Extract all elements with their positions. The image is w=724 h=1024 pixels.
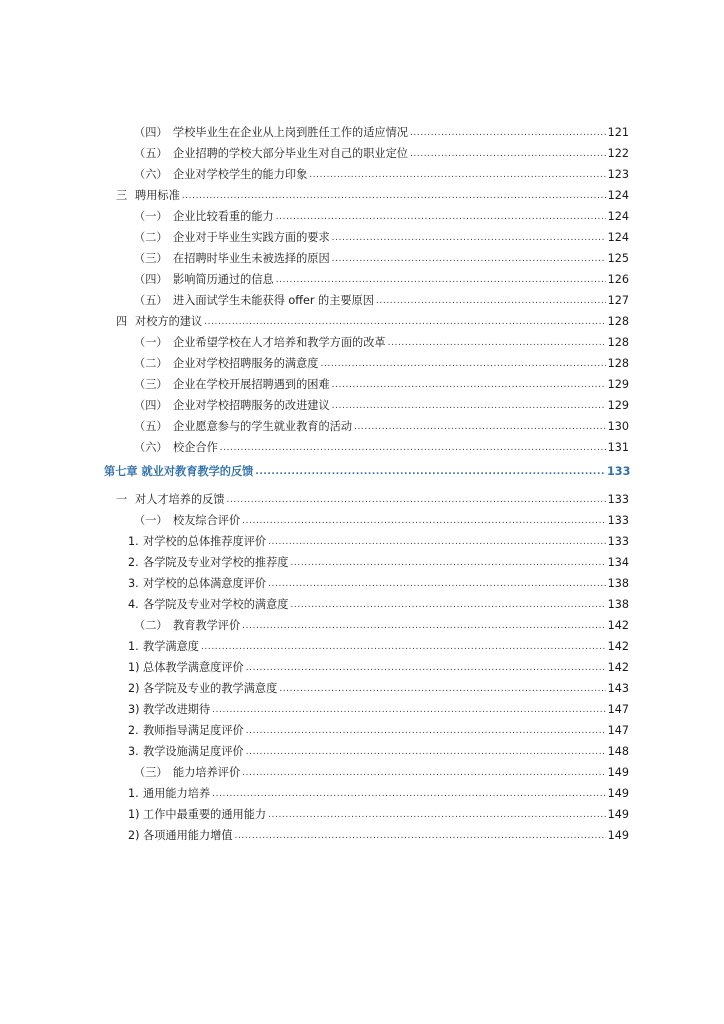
- toc-page-number: 149: [607, 766, 629, 779]
- toc-entry-marker: 1.: [128, 787, 139, 800]
- toc-entry-title: [134, 619, 242, 633]
- toc-dot-leader: [354, 420, 606, 434]
- toc-dot-leader: [388, 336, 606, 350]
- toc-entry-text: 企业比较看重的能力: [173, 210, 274, 223]
- toc-dot-leader: [376, 294, 606, 308]
- toc-dot-leader: [204, 315, 606, 329]
- toc-entry[interactable]: [0, 122, 724, 140]
- toc-dot-leader: [332, 231, 606, 245]
- toc-entry-title: [134, 168, 309, 182]
- toc-entry-title: [128, 682, 279, 696]
- toc-entry-text: 企业希望学校在人才培养和教学方面的改革: [173, 336, 386, 349]
- toc-entry-text: 企业招聘的学校大部分毕业生对自己的职业定位: [173, 147, 408, 160]
- toc-dot-leader: [235, 829, 606, 843]
- toc-entry-text: 企业对学校招聘服务的改进建议: [173, 399, 330, 412]
- toc-entry[interactable]: [0, 804, 724, 822]
- toc-entry[interactable]: [0, 678, 724, 696]
- toc-entry-title: [134, 357, 320, 371]
- toc-dot-leader: [246, 661, 606, 675]
- toc-page-number: 129: [607, 399, 629, 412]
- toc-page-number: 130: [607, 420, 629, 433]
- toc-page-number: 147: [607, 724, 629, 737]
- toc-entry-text: 聘用标准: [135, 189, 180, 202]
- toc-page-number: 138: [607, 577, 629, 590]
- toc-entry[interactable]: [0, 353, 724, 371]
- toc-dot-leader: [246, 724, 606, 738]
- toc-entry-text: 校友综合评价: [173, 514, 241, 527]
- toc-entry-title: [134, 210, 276, 224]
- toc-page-number: 121: [607, 126, 629, 139]
- toc-page-number: 138: [607, 598, 629, 611]
- toc-dot-leader: [212, 787, 606, 801]
- toc-entry-marker: （二）: [134, 231, 168, 244]
- toc-entry-marker: 2.: [128, 724, 139, 737]
- toc-entry[interactable]: [0, 741, 724, 759]
- toc-entry[interactable]: [0, 783, 724, 801]
- toc-entry-title: [134, 252, 332, 266]
- toc-page-number: 122: [607, 147, 629, 160]
- toc-entry-title: [128, 661, 246, 675]
- toc-dot-leader: [268, 535, 606, 549]
- toc-entry[interactable]: [0, 699, 724, 717]
- toc-entry[interactable]: [0, 395, 724, 413]
- toc-entry-title: [134, 766, 242, 780]
- toc-entry-text: 校企合作: [173, 441, 218, 454]
- toc-page-number: 142: [607, 619, 629, 632]
- toc-page-number: 124: [607, 189, 629, 202]
- toc-entry-text: 企业愿意参与的学生就业教育的活动: [173, 420, 353, 433]
- toc-entry[interactable]: [0, 437, 724, 455]
- toc-entry-marker: 四: [116, 315, 128, 328]
- toc-entry-text: 教师指导满足度评价: [143, 724, 244, 737]
- toc-entry-text: 对校方的建议: [135, 315, 203, 328]
- toc-entry[interactable]: [0, 531, 724, 549]
- toc-dot-leader: [290, 556, 606, 570]
- toc-entry-title: [134, 399, 332, 413]
- toc-entry-text: 能力培养评价: [173, 766, 241, 779]
- toc-entry-marker: （四）: [134, 399, 168, 412]
- toc-page-number: 133: [607, 465, 631, 478]
- toc-page-number: 126: [607, 273, 629, 286]
- toc-entry-title: [116, 493, 227, 507]
- toc-dot-leader: [279, 682, 606, 696]
- toc-dot-leader: [332, 252, 606, 266]
- toc-entry-text: 企业对于毕业生实践方面的要求: [173, 231, 330, 244]
- toc-dot-leader: [227, 493, 606, 507]
- toc-entry-text: 影响简历通过的信息: [173, 273, 274, 286]
- toc-page-number: 125: [607, 252, 629, 265]
- toc-page-number: 128: [607, 315, 629, 328]
- toc-entry-title: [128, 640, 201, 654]
- toc-entry-marker: 1.: [128, 640, 139, 653]
- toc-dot-leader: [410, 126, 606, 140]
- toc-entry-marker: （四）: [134, 273, 168, 286]
- toc-entry-marker: （二）: [134, 619, 168, 632]
- toc-entry-title: [128, 829, 235, 843]
- toc-entry[interactable]: [0, 594, 724, 612]
- toc-dot-leader: [212, 703, 606, 717]
- toc-page-number: 131: [607, 441, 629, 454]
- toc-entry-text: 企业在学校开展招聘遇到的困难: [173, 378, 330, 391]
- toc-entry-text: 进入面试学生未能获得 offer 的主要原因: [173, 294, 374, 307]
- toc-entry-text: 企业对学校学生的能力印象: [173, 168, 308, 181]
- toc-dot-leader: [268, 808, 606, 822]
- toc-entry-title: [134, 420, 354, 434]
- toc-page-number: 133: [607, 535, 629, 548]
- toc-entry-marker: 一: [116, 493, 128, 506]
- toc-entry-marker: 1.: [128, 535, 139, 548]
- toc-page-number: 142: [607, 661, 629, 674]
- toc-dot-leader: [268, 577, 606, 591]
- toc-entry[interactable]: [0, 185, 724, 203]
- toc-entry-marker: 3): [128, 703, 140, 716]
- toc-entry-marker: 三: [116, 189, 128, 202]
- toc-entry-text: 教学满意度: [143, 640, 199, 653]
- toc-entry-marker: 4.: [128, 598, 139, 611]
- toc-entry-marker: 1): [128, 808, 140, 821]
- toc-entry-text: 各学院及专业的教学满意度: [143, 682, 278, 695]
- toc-page-number: 127: [607, 294, 629, 307]
- toc-dot-leader: [276, 210, 606, 224]
- toc-entry-text: 对人才培养的反馈: [135, 493, 225, 506]
- toc-entry[interactable]: [0, 332, 724, 350]
- toc-entry-title: [134, 273, 276, 287]
- toc-entry-text: 教学设施满足度评价: [143, 745, 244, 758]
- toc-entry-title: [128, 808, 268, 822]
- toc-dot-leader: [332, 378, 606, 392]
- toc-entry[interactable]: [0, 762, 724, 780]
- toc-entry-title: [134, 126, 410, 140]
- toc-entry-marker: （一）: [134, 514, 168, 527]
- toc-page-number: 149: [607, 829, 629, 842]
- toc-entry[interactable]: [0, 206, 724, 224]
- toc-chapter-entry[interactable]: [0, 461, 724, 479]
- toc-page-number: 123: [607, 168, 629, 181]
- toc-entry[interactable]: [0, 636, 724, 654]
- toc-entry-title: [116, 315, 204, 329]
- toc-page-number: 133: [607, 514, 629, 527]
- toc-entry-title: [128, 556, 290, 570]
- toc-entry-text: 教育教学评价: [173, 619, 241, 632]
- toc-entry-title: [134, 147, 410, 161]
- toc-entry[interactable]: [0, 290, 724, 308]
- toc-dot-leader: [290, 598, 606, 612]
- toc-dot-leader: [246, 745, 606, 759]
- toc-entry-marker: （三）: [134, 378, 168, 391]
- toc-entry-marker: 2): [128, 682, 140, 695]
- toc-entry-title: [128, 535, 268, 549]
- toc-entry[interactable]: [0, 416, 724, 434]
- toc-entry-marker: 1): [128, 661, 140, 674]
- toc-page-number: 143: [607, 682, 629, 695]
- toc-entry-marker: （六）: [134, 168, 168, 181]
- toc-entry-title: [134, 378, 332, 392]
- toc-entry-title: [134, 441, 220, 455]
- toc-entry[interactable]: [0, 489, 724, 507]
- toc-entry[interactable]: [0, 269, 724, 287]
- toc-entry[interactable]: [0, 510, 724, 528]
- toc-entry[interactable]: [0, 720, 724, 738]
- toc-entry-title: [128, 703, 212, 717]
- toc-dot-leader: [201, 640, 606, 654]
- toc-entry-marker: 3.: [128, 577, 139, 590]
- toc-entry-text: 在招聘时毕业生未被选择的原因: [173, 252, 330, 265]
- toc-entry-text: 通用能力培养: [143, 787, 211, 800]
- toc-entry-marker: （一）: [134, 336, 168, 349]
- toc-dot-leader: [410, 147, 606, 161]
- toc-page-number: 149: [607, 787, 629, 800]
- toc-entry-marker: （五）: [134, 294, 168, 307]
- toc-entry-text: 工作中最重要的通用能力: [143, 808, 267, 821]
- toc-page-number: 133: [607, 493, 629, 506]
- toc-page-number: 149: [607, 808, 629, 821]
- toc-entry[interactable]: [0, 164, 724, 182]
- toc-entry[interactable]: [0, 374, 724, 392]
- toc-dot-leader: [276, 273, 606, 287]
- toc-dot-leader: [242, 514, 606, 528]
- toc-dot-leader: [309, 168, 606, 182]
- toc-dot-leader: [255, 465, 606, 479]
- toc-entry-title: [134, 336, 388, 350]
- toc-entry-title: [128, 787, 212, 801]
- toc-dot-leader: [242, 619, 606, 633]
- toc-entry-title: [128, 724, 246, 738]
- toc-entry-marker: （五）: [134, 147, 168, 160]
- toc-page-number: 142: [607, 640, 629, 653]
- toc-page-number: 128: [607, 336, 629, 349]
- toc-entry[interactable]: [0, 248, 724, 266]
- toc-page-number: 124: [607, 210, 629, 223]
- toc-page-number: 147: [607, 703, 629, 716]
- toc-entry-text: 各项通用能力增值: [143, 829, 233, 842]
- toc-dot-leader: [182, 189, 606, 203]
- toc-entry-text: 对学校的总体推荐度评价: [143, 535, 267, 548]
- toc-dot-leader: [332, 399, 606, 413]
- toc-entry[interactable]: [0, 615, 724, 633]
- toc-entry-text: 第七章 就业对教育教学的反馈: [104, 465, 254, 478]
- toc-entry-title: [134, 231, 332, 245]
- toc-page-number: 128: [607, 357, 629, 370]
- toc-entry-text: 各学院及专业对学校的推荐度: [143, 556, 289, 569]
- toc-entry-title: [134, 514, 242, 528]
- toc-entry-title: [128, 598, 290, 612]
- toc-entry-marker: （五）: [134, 420, 168, 433]
- toc-entry-marker: （二）: [134, 357, 168, 370]
- toc-entry-text: 企业对学校招聘服务的满意度: [173, 357, 319, 370]
- toc-entry-marker: （三）: [134, 252, 168, 265]
- toc-page-number: 148: [607, 745, 629, 758]
- toc-entry-text: 学校毕业生在企业从上岗到胜任工作的适应情况: [173, 126, 408, 139]
- toc-entry-text: 各学院及专业对学校的满意度: [143, 598, 289, 611]
- toc-entry-text: 对学校的总体满意度评价: [143, 577, 267, 590]
- toc-page-number: 124: [607, 231, 629, 244]
- toc-entry[interactable]: [0, 311, 724, 329]
- toc-entry[interactable]: [0, 552, 724, 570]
- toc-entry[interactable]: [0, 657, 724, 675]
- toc-page-number: 129: [607, 378, 629, 391]
- toc-entry-marker: （三）: [134, 766, 168, 779]
- toc-entry-marker: （六）: [134, 441, 168, 454]
- toc-entry-title: [128, 745, 246, 759]
- toc-entry-marker: （一）: [134, 210, 168, 223]
- toc-entry-marker: 3.: [128, 745, 139, 758]
- toc-entry-marker: （四）: [134, 126, 168, 139]
- toc-entry[interactable]: [0, 573, 724, 591]
- toc-entry-marker: 2.: [128, 556, 139, 569]
- toc-entry-title: [116, 189, 182, 203]
- toc-entry[interactable]: [0, 227, 724, 245]
- toc-entry[interactable]: [0, 143, 724, 161]
- toc-entry-text: 总体教学满意度评价: [143, 661, 244, 674]
- toc-entry-title: [134, 294, 376, 308]
- toc-dot-leader: [320, 357, 606, 371]
- toc-dot-leader: [242, 766, 606, 780]
- toc-entry[interactable]: [0, 825, 724, 843]
- toc-entry-title: [128, 577, 268, 591]
- toc-entry-title: [104, 465, 255, 479]
- toc-dot-leader: [220, 441, 606, 455]
- toc-entry-text: 教学改进期待: [143, 703, 211, 716]
- toc-entry-marker: 2): [128, 829, 140, 842]
- toc-page-number: 134: [607, 556, 629, 569]
